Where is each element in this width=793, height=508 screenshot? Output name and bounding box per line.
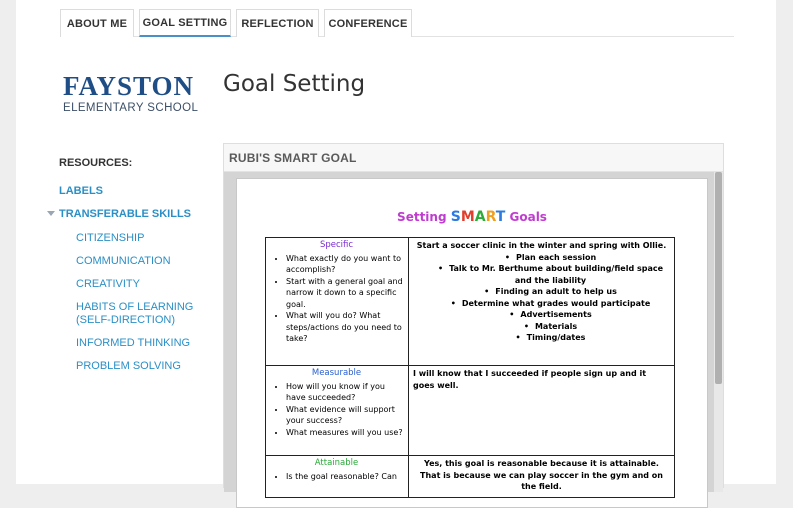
table-row (266, 456, 675, 498)
table-cell (266, 238, 409, 366)
skills-list (76, 232, 226, 383)
smart-letter: R (485, 209, 496, 225)
smart-letter: A (474, 209, 486, 225)
tab-conference[interactable]: CONFERENCE (324, 9, 412, 37)
tab-bar (60, 9, 734, 37)
smart-letter: T (495, 209, 506, 225)
list-item: • Talk to Mr. Berthume about building/field space and the liability (431, 263, 670, 286)
prompt-list (286, 381, 405, 439)
list-item: • Is the goal reasonable? Can (286, 471, 405, 483)
prompt-list (286, 471, 405, 483)
list-item: • Start with a general goal and narrow it down to a specific goal. (286, 276, 405, 311)
skill-citizenship[interactable]: CITIZENSHIP (76, 232, 145, 244)
answer-text: Yes, this goal is reasonable because it is attainable. That is because we can play soccer in the gym and on the field. (420, 459, 663, 491)
logo-name: FAYSTON (63, 71, 195, 101)
list-item: • Timing/dates (431, 332, 670, 344)
row-heading: Attainable (314, 458, 359, 468)
smart-table (265, 237, 675, 498)
skill-communication[interactable]: COMMUNICATION (76, 255, 171, 267)
school-logo (63, 72, 198, 114)
list-item: • How will you know if you have succeeded? (286, 381, 405, 404)
table-row (266, 366, 675, 456)
smart-letter: S (450, 209, 461, 225)
skill-informed-thinking[interactable]: INFORMED THINKING (76, 337, 191, 349)
smart-letter: M (460, 209, 475, 225)
document-page (236, 178, 708, 508)
logo-subtitle: ELEMENTARY SCHOOL (63, 102, 199, 114)
doc-title-prefix: Setting (397, 210, 451, 224)
tab-about-me[interactable]: ABOUT ME (60, 9, 134, 37)
table-cell (266, 366, 409, 456)
list-item: • Materials (431, 321, 670, 333)
skill-creativity[interactable]: CREATIVITY (76, 278, 140, 290)
tab-reflection[interactable]: REFLECTION (236, 9, 319, 37)
labels-link[interactable]: LABELS (59, 185, 103, 197)
skill-habits-of-learning[interactable]: HABITS OF LEARNING (SELF-DIRECTION) (76, 301, 194, 326)
resources-heading: RESOURCES: (59, 157, 133, 169)
table-cell (409, 366, 675, 456)
table-row (266, 238, 675, 366)
list-item: • Finding an adult to help us (431, 286, 670, 298)
list-item: • What will you do? What steps/actions do you need to take? (286, 310, 405, 345)
document-viewer[interactable] (224, 172, 723, 492)
doc-title-suffix: Goals (505, 210, 547, 224)
answer-text: I will know that I succeeded if people sign up and it goes well. (413, 369, 647, 390)
transferable-skills-link[interactable]: TRANSFERABLE SKILLS (59, 208, 191, 220)
page-title: Goal Setting (223, 71, 366, 97)
scrollbar[interactable] (714, 172, 723, 492)
table-cell (266, 456, 409, 498)
skill-problem-solving[interactable]: PROBLEM SOLVING (76, 360, 181, 372)
prompt-list (286, 253, 405, 345)
table-cell (409, 238, 675, 366)
goal-panel (223, 143, 724, 491)
row-heading: Specific (319, 240, 354, 250)
list-item: • Advertisements (431, 309, 670, 321)
row-heading: Measurable (311, 368, 362, 378)
panel-header: RUBI'S SMART GOAL (224, 144, 723, 172)
list-item: • What exactly do you want to accomplish? (286, 253, 405, 276)
doc-title (237, 209, 707, 225)
list-item: • What measures will you use? (286, 427, 405, 439)
expand-caret-icon[interactable] (47, 211, 55, 216)
table-cell (409, 456, 675, 498)
page (16, 0, 776, 491)
tab-goal-setting[interactable]: GOAL SETTING (139, 9, 231, 37)
answer-list (431, 252, 670, 344)
smart-word (451, 210, 506, 224)
answer-lead: Start a soccer clinic in the winter and spring with Ollie. (416, 241, 667, 250)
list-item: • Determine what grades would participate (431, 298, 670, 310)
scrollbar-thumb[interactable] (715, 172, 722, 384)
list-item: • What evidence will support your success? (286, 404, 405, 427)
list-item: • Plan each session (431, 252, 670, 264)
